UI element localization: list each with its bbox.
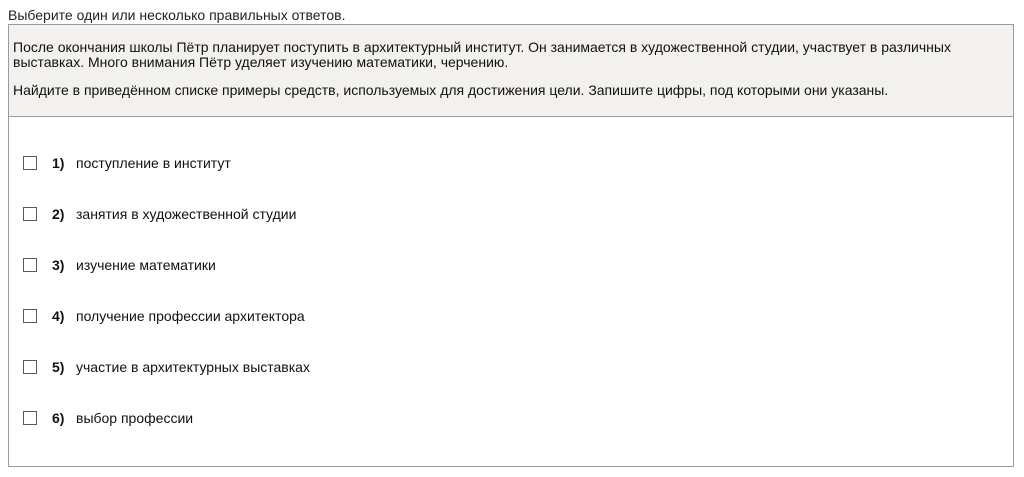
option-number: 1): [52, 155, 65, 171]
checkbox[interactable]: [23, 411, 37, 425]
option-5[interactable]: [23, 357, 310, 377]
checkbox[interactable]: [23, 207, 37, 221]
option-label: поступление в институт: [76, 155, 231, 171]
question-header: [9, 25, 1013, 117]
option-number: 6): [52, 410, 65, 426]
question-text: После окончания школы Пётр планирует поступить в архитектурный институт. Он занимается в художественной студии, участвует в различных выставках. Много внимания Пётр уделяет изучению математики, черчению.: [13, 39, 951, 70]
checkbox[interactable]: [23, 156, 37, 170]
instruction-text: Выберите один или несколько правильных ответов.: [8, 7, 346, 23]
option-label: получение профессии архитектора: [76, 308, 305, 324]
option-label: изучение математики: [76, 257, 216, 273]
option-3[interactable]: [23, 255, 216, 275]
option-1[interactable]: [23, 153, 231, 173]
question-box: [8, 24, 1014, 467]
option-number: 4): [52, 308, 65, 324]
option-label: выбор профессии: [76, 410, 194, 426]
checkbox[interactable]: [23, 258, 37, 272]
option-6[interactable]: [23, 408, 193, 428]
option-number: 3): [52, 257, 65, 273]
option-label: участие в архитектурных выставках: [76, 359, 310, 375]
option-number: 2): [52, 206, 65, 222]
checkbox[interactable]: [23, 309, 37, 323]
option-2[interactable]: [23, 204, 296, 224]
option-4[interactable]: [23, 306, 305, 326]
checkbox[interactable]: [23, 360, 37, 374]
option-number: 5): [52, 359, 65, 375]
option-label: занятия в художественной студии: [76, 206, 297, 222]
question-task: Найдите в приведённом списке примеры средств, используемых для достижения цели. Запишите цифры, под которыми они указаны.: [13, 82, 889, 98]
